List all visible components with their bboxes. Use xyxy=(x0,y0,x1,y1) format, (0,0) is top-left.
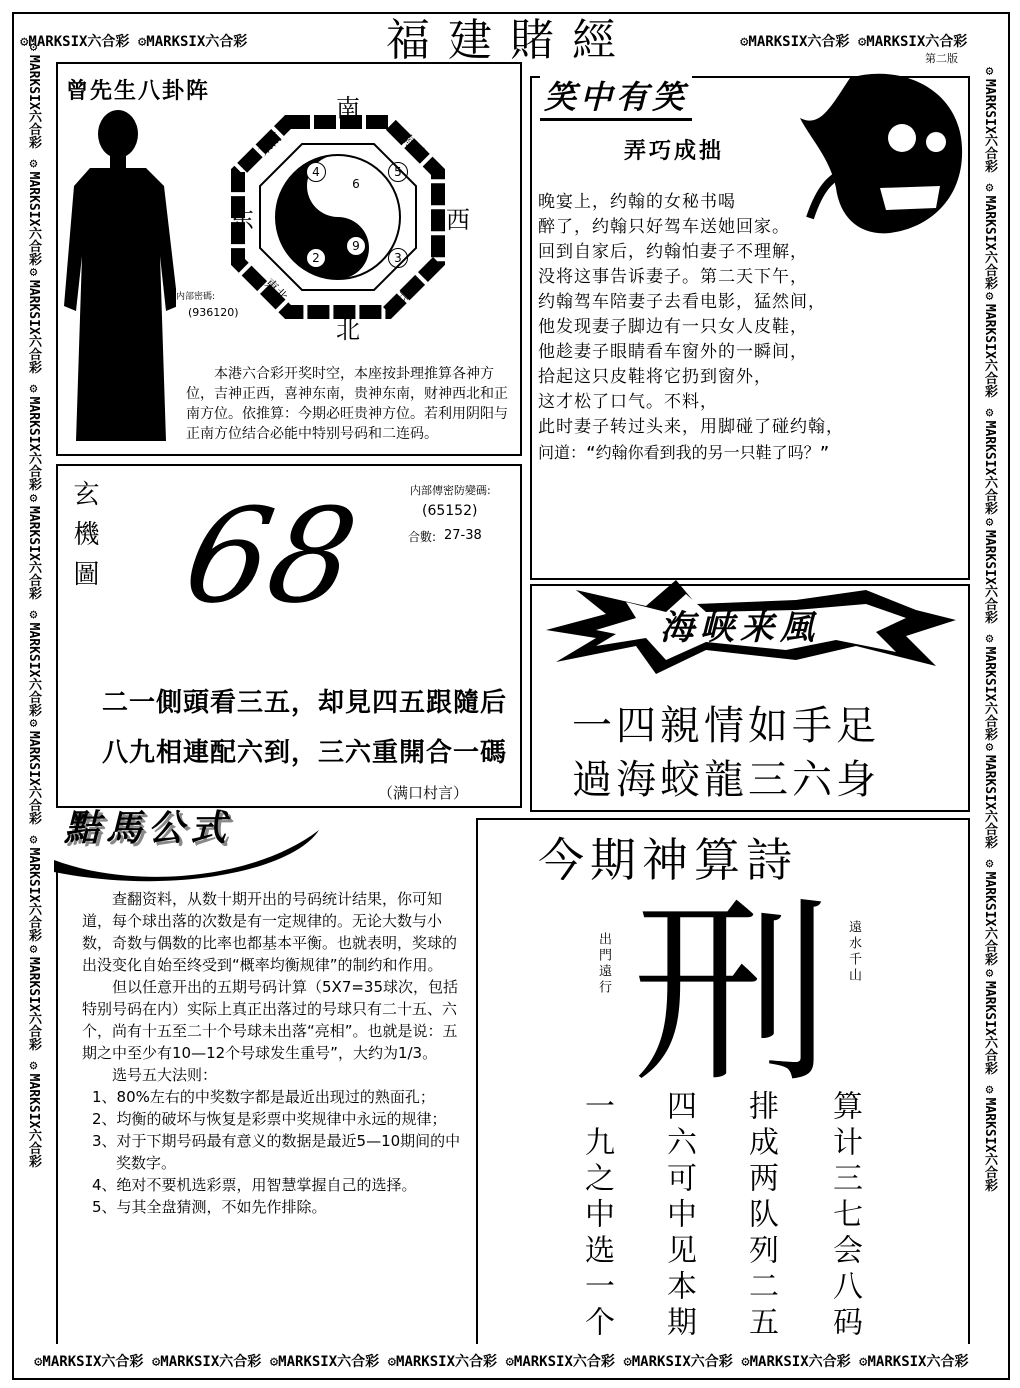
border-pattern: ⚙MARKSIX六合彩 ⚙MARKSIX六合彩 xyxy=(26,941,41,1168)
border-pattern: ⚙MARKSIX六合彩 ⚙MARKSIX六合彩 xyxy=(20,34,248,50)
shensuan-right-small: 遠水千山 xyxy=(846,920,861,984)
story-line: 醉了，约翰只好驾车送她回家。 xyxy=(538,217,790,237)
xuanji-poem-line1: 二一側頭看三五，却見四五跟隨后 xyxy=(102,688,508,718)
formula-rule: 4、绝对不要机选彩票，用智慧掌握自己的选择。 xyxy=(92,1176,417,1194)
story-line: 这才松了口气。不料， xyxy=(538,392,718,412)
formula-paragraph: 但以任意开出的五期号码计算（5X7=35球次，包括特别号码在内）实际上真正出落过的号球只有二十五、六个，尚有十五至二十个号球未出落“亮相”。也就是说：五期之中至少有10—12个号球发生重号”，大约为1/3。 xyxy=(82,978,459,1062)
border-pattern: ⚙MARKSIX六合彩 ⚙MARKSIX六合彩 xyxy=(982,965,997,1192)
story-line: 问道：“约翰你看到我的另一只鞋了吗？” xyxy=(538,443,830,462)
shensuan-heading: 今期神算詩 xyxy=(538,833,798,887)
dir-southeast: 東南 xyxy=(256,130,286,160)
number-9: 9 xyxy=(346,236,366,256)
story-line: 他发现妻子脚边有一只女人皮鞋， xyxy=(538,317,808,337)
story-line: 晚宴上，约翰的女秘书喝 xyxy=(538,192,736,212)
number-4: 4 xyxy=(306,162,326,182)
story-line: 拾起这只皮鞋将它扔到窗外， xyxy=(538,367,772,387)
border-pattern: ⚙MARKSIX六合彩 ⚙MARKSIX六合彩 xyxy=(26,265,41,491)
shensuan-big-char: 刑 xyxy=(632,878,833,1111)
border-pattern: ⚙MARKSIX六合彩 ⚙MARKSIX六合彩 xyxy=(26,716,41,942)
joke-heading: 笑中有笑 xyxy=(540,72,692,121)
xuanji-box xyxy=(56,464,522,808)
edition-label: 第二版 xyxy=(925,52,958,65)
formula-paragraph: 查翻资料，从数十期开出的号码统计结果，你可知道，每个球出落的次数是有一定规律的。无论大数与小数，奇数与偶数的比率也都基本平衡。也就表明，奖球的出没变化自始至终受到“概率均衡规律”的制约和作用。 xyxy=(82,890,458,974)
formula-text xyxy=(82,888,466,1218)
xuanji-poem-line2: 八九相連配六到，三六重開合一碼 xyxy=(102,738,508,768)
number-5: 5 xyxy=(388,162,408,182)
shensuan-column: 算计三七会八码 xyxy=(827,1090,862,1342)
formula-paragraph: 选号五大法则： xyxy=(112,1066,218,1084)
border-pattern: ⚙MARKSIX六合彩 ⚙MARKSIX六合彩 xyxy=(740,34,968,50)
haixia-box xyxy=(530,584,970,812)
xuanji-source: （满口村言） xyxy=(378,784,469,802)
joke-subtitle: 弄巧成拙 xyxy=(624,139,725,164)
haixia-line2: 過海蛟龍三六身 xyxy=(572,757,880,803)
bottom-border xyxy=(34,1350,984,1374)
border-pattern: ⚙MARKSIX六合彩 ⚙MARKSIX六合彩 xyxy=(982,64,997,290)
bagua-code-value: (936120) xyxy=(188,302,239,324)
xuanji-code-label: 内部傳密防變碼: xyxy=(410,484,491,497)
border-pattern: ⚙MARKSIX六合彩 ⚙MARKSIX六合彩 xyxy=(505,1354,733,1370)
shensuan-box xyxy=(476,818,970,1344)
number-3: 3 xyxy=(388,248,408,268)
dir-south: 南 xyxy=(336,94,360,122)
xuanji-vertical-label: 玄機圖 xyxy=(69,480,99,600)
formula-rule: 1、80%左右的中奖数字都是最近出现过的熟面孔； xyxy=(92,1088,435,1106)
border-pattern: ⚙MARKSIX六合彩 ⚙MARKSIX六合彩 xyxy=(34,1354,262,1370)
haixia-line1: 一四親情如手足 xyxy=(572,703,880,749)
dir-northwest: 北西 xyxy=(396,276,426,306)
border-pattern: ⚙MARKSIX六合彩 ⚙MARKSIX六合彩 xyxy=(982,740,997,966)
man-silhouette xyxy=(60,106,200,451)
bagua-box xyxy=(56,62,522,456)
story-line: 约翰驾车陪妻子去看电影，猛然间， xyxy=(538,292,826,312)
story-line: 没将这事告诉妻子。第二天下午， xyxy=(538,267,808,287)
handwritten-number: 68 xyxy=(174,480,367,632)
right-border xyxy=(978,64,1000,1374)
formula-rule: 3、对于下期号码最有意义的数据是最近5—10期间的中奖数字。 xyxy=(92,1132,461,1172)
bagua-heading: 曾先生八卦阵 xyxy=(66,79,211,104)
xuanji-he-label: 合數: xyxy=(408,530,437,544)
joke-story xyxy=(538,190,968,465)
border-pattern: ⚙MARKSIX六合彩 ⚙MARKSIX六合彩 xyxy=(26,40,41,266)
joke-box xyxy=(530,76,970,580)
number-6: 6 xyxy=(346,174,366,194)
shensuan-column: 一九之中选一个 xyxy=(579,1090,614,1342)
dir-southwest: 南西 xyxy=(396,130,426,160)
shensuan-left-small: 出門遠行 xyxy=(596,932,611,996)
border-pattern: ⚙MARKSIX六合彩 ⚙MARKSIX六合彩 xyxy=(26,490,41,717)
story-line: 他趁妻子眼睛看车窗外的一瞬间， xyxy=(538,342,808,362)
border-pattern: ⚙MARKSIX六合彩 ⚙MARKSIX六合彩 xyxy=(982,514,997,741)
top-border-left xyxy=(20,30,320,54)
page-title: 福建賭經 xyxy=(386,15,634,66)
border-pattern: ⚙MARKSIX六合彩 ⚙MARKSIX六合彩 xyxy=(269,1354,498,1370)
dir-east: 东 xyxy=(230,206,254,234)
bagua-code-label: 内部密碼: xyxy=(176,286,215,308)
xuanji-he-value: 27-38 xyxy=(444,528,482,543)
formula-rule: 5、与其全盘猜测，不如先作排除。 xyxy=(92,1198,327,1216)
dir-northeast: 東北 xyxy=(260,276,290,306)
top-border-right xyxy=(740,30,1000,54)
dir-west: 西 xyxy=(446,206,470,234)
border-pattern: ⚙MARKSIX六合彩 ⚙MARKSIX六合彩 xyxy=(741,1354,969,1370)
xuanji-code-value: (65152) xyxy=(422,503,478,519)
bagua-description: 本港六合彩开奖时空，本座按卦理推算各神方位，吉神正西，喜神东南，贵神东南，财神西北和正南方位。依推算：今期必旺贵神方位。若利用阴阳与正南方位结合必能中特别号码和二连码。 xyxy=(186,366,508,442)
dir-north: 北 xyxy=(336,316,360,344)
left-border xyxy=(22,40,44,1350)
shensuan-column: 四六可中见本期 xyxy=(661,1090,696,1342)
bagua-diagram xyxy=(218,92,458,332)
formula-rule: 2、均衡的破坏与恢复是彩票中奖规律中永远的规律； xyxy=(92,1110,447,1128)
haixia-heading: 海峡来風 xyxy=(660,608,820,648)
story-line: 此时妻子转过头来，用脚碰了碰约翰， xyxy=(538,417,844,437)
number-2: 2 xyxy=(306,248,326,268)
shensuan-column: 排成两队列二五 xyxy=(743,1090,778,1342)
border-pattern: ⚙MARKSIX六合彩 ⚙MARKSIX六合彩 xyxy=(982,289,997,515)
formula-heading: 黠馬公式 xyxy=(64,807,233,849)
story-line: 回到自家后，约翰怕妻子不理解， xyxy=(538,242,808,262)
